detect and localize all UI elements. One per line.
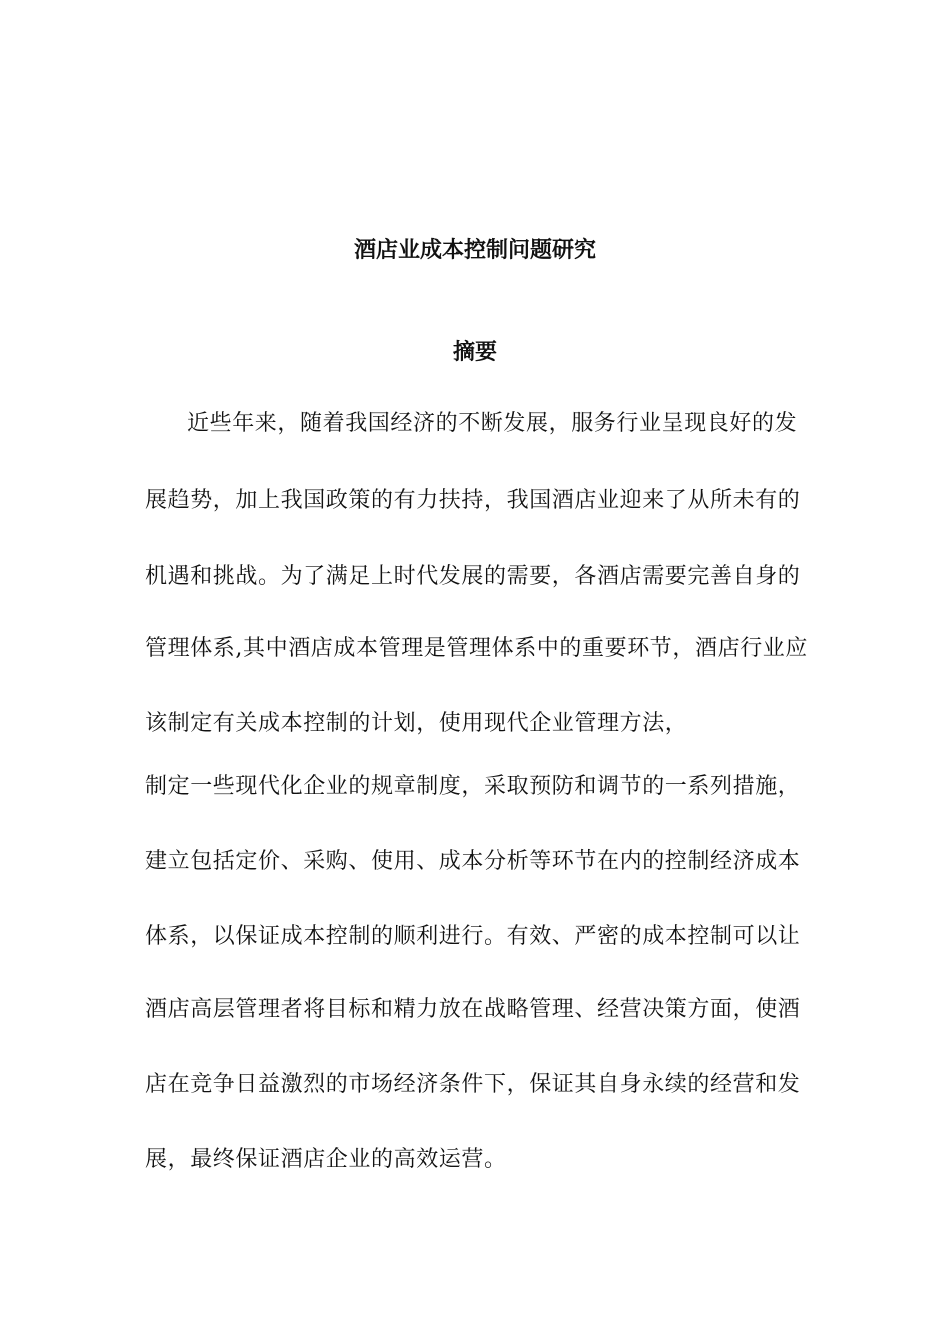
abstract-line-4: 管理体系,其中酒店成本管理是管理体系中的重要环节，酒店行业应 xyxy=(145,636,808,661)
abstract-heading: 摘要 xyxy=(452,340,497,365)
abstract-line-8: 体系，以保证成本控制的顺利进行。有效、严密的成本控制可以让 xyxy=(145,924,801,949)
abstract-line-11: 展，最终保证酒店企业的高效运营。 xyxy=(145,1147,507,1172)
abstract-line-5: 该制定有关成本控制的计划，使用现代企业管理方法， xyxy=(145,711,688,736)
abstract-line-9: 酒店高层管理者将目标和精力放在战略管理、经营决策方面，使酒 xyxy=(145,997,801,1022)
abstract-line-1: 近些年来，随着我国经济的不断发展，服务行业呈现良好的发 xyxy=(187,411,798,436)
abstract-line-10: 店在竞争日益激烈的市场经济条件下，保证其自身永续的经营和发 xyxy=(145,1072,801,1097)
document-title: 酒店业成本控制问题研究 xyxy=(353,238,596,263)
abstract-line-2: 展趋势，加上我国政策的有力扶持，我国酒店业迎来了从所未有的 xyxy=(145,488,801,513)
abstract-line-6: 制定一些现代化企业的规章制度，采取预防和调节的一系列措施， xyxy=(145,774,801,799)
abstract-line-3: 机遇和挑战。为了满足上时代发展的需要，各酒店需要完善自身的 xyxy=(145,564,801,589)
abstract-line-7: 建立包括定价、采购、使用、成本分析等环节在内的控制经济成本 xyxy=(145,849,801,874)
